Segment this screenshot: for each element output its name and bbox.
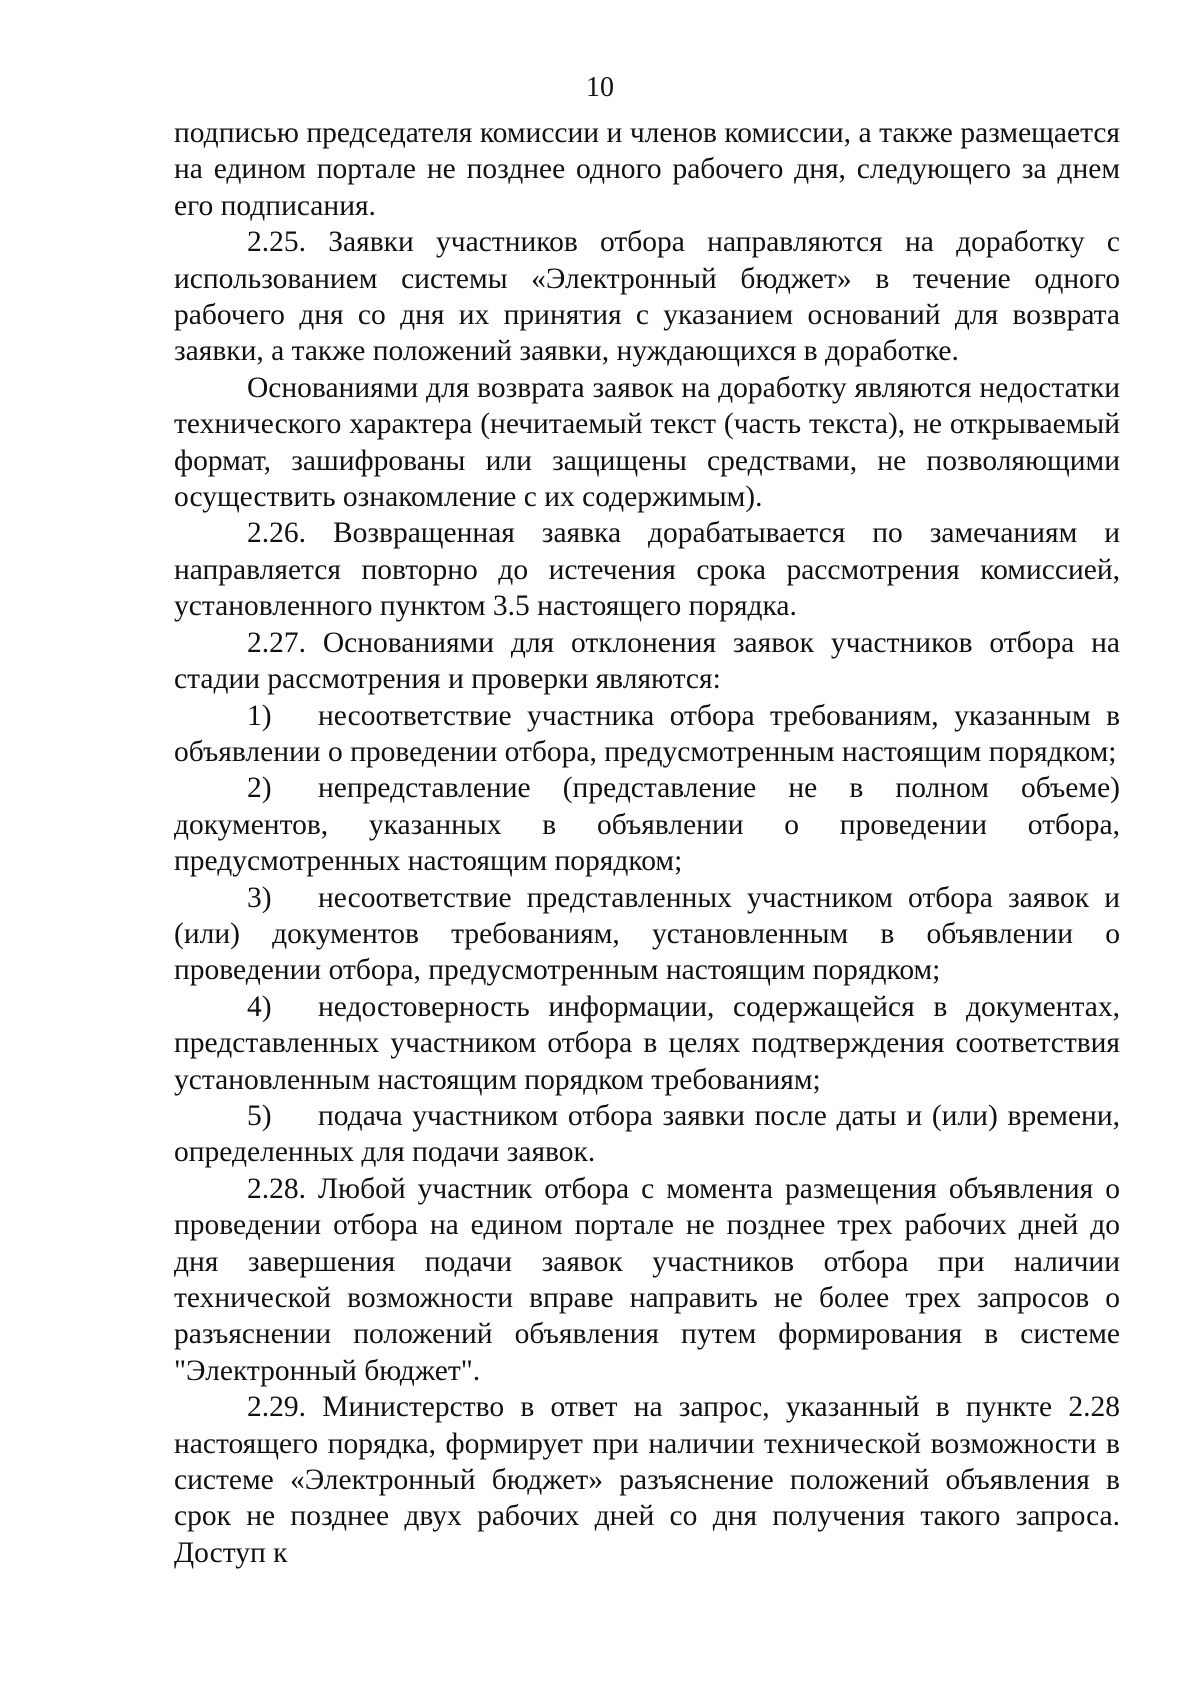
paragraph-2-25: 2.25. Заявки участников отбора направляются на доработку с использованием системы «Электронный бюджет» в течение одного рабочего дня со дня их принятия с указанием оснований для возврата заявки, а также положений заявки, нуждающихся в доработке. <box>174 226 1120 368</box>
paragraph-return-grounds: Основаниями для возврата заявок на доработку являются недостатки технического характера (нечитаемый текст (часть текста), не открываемый формат, зашифрованы или защищены средствами, не позволяющими осуществить ознакомление с их содержимым). <box>174 371 1120 514</box>
list-item-number: 5) <box>247 1099 272 1132</box>
list-item-number: 3) <box>247 881 272 914</box>
list-item <box>174 989 1120 1098</box>
list-item-number: 2) <box>247 772 272 805</box>
list-item-text: подача участником отбора заявки после даты и (или) времени, определенных для подачи заявок. <box>174 1099 1120 1169</box>
list-item <box>174 880 1120 989</box>
page-number: 10 <box>586 72 614 103</box>
document-body <box>174 115 1120 1571</box>
paragraph-2-26: 2.26. Возвращенная заявка дорабатывается по замечаниям и направляется повторно до истечения срока рассмотрения комиссией, установленного пунктом 3.5 настоящего порядка. <box>174 517 1120 623</box>
list-item <box>174 698 1120 771</box>
paragraph-2-28: 2.28. Любой участник отбора с момента размещения объявления о проведении отбора на едином портале не позднее трех рабочих дней до дня завершения подачи заявок участников отбора при наличии технической возможности вправе направить не более трех запросов о разъяснении положений объявления путем формирования в системе "Электронный бюджет". <box>174 1172 1120 1387</box>
paragraph-2-29: 2.29. Министерство в ответ на запрос, указанный в пункте 2.28 настоящего порядка, формирует при наличии технической возможности в системе «Электронный бюджет» разъяснение положений объявления в срок не позднее двух рабочих дней со дня получения такого запроса. Доступ к <box>174 1391 1120 1569</box>
list-item-text: недостоверность информации, содержащейся в документах, представленных участником отбора в целях подтверждения соответствия установленным настоящим порядком требованиям; <box>174 990 1120 1096</box>
list-item-text: непредставление (представление не в полном объеме) документов, указанных в объявлении о проведении отбора, предусмотренных настоящим порядком; <box>174 772 1120 878</box>
list-item <box>174 770 1120 879</box>
list-item <box>174 1098 1120 1171</box>
paragraph-continuation: подписью председателя комиссии и членов комиссии, а также размещается на едином портале не позднее одного рабочего дня, следующего за днем его подписания. <box>174 117 1120 222</box>
list-item-text: несоответствие представленных участником отбора заявок и (или) документов требованиям, установленным в объявлении о проведении отбора, предусмотренным настоящим порядком; <box>174 881 1120 987</box>
list-item-text: несоответствие участника отбора требованиям, указанным в объявлении о проведении отбора, предусмотренным настоящим порядком; <box>174 699 1120 768</box>
list-item-number: 4) <box>247 990 272 1023</box>
list-item-number: 1) <box>247 699 272 732</box>
paragraph-2-27: 2.27. Основаниями для отклонения заявок участников отбора на стадии рассмотрения и проверки являются: <box>174 626 1120 696</box>
